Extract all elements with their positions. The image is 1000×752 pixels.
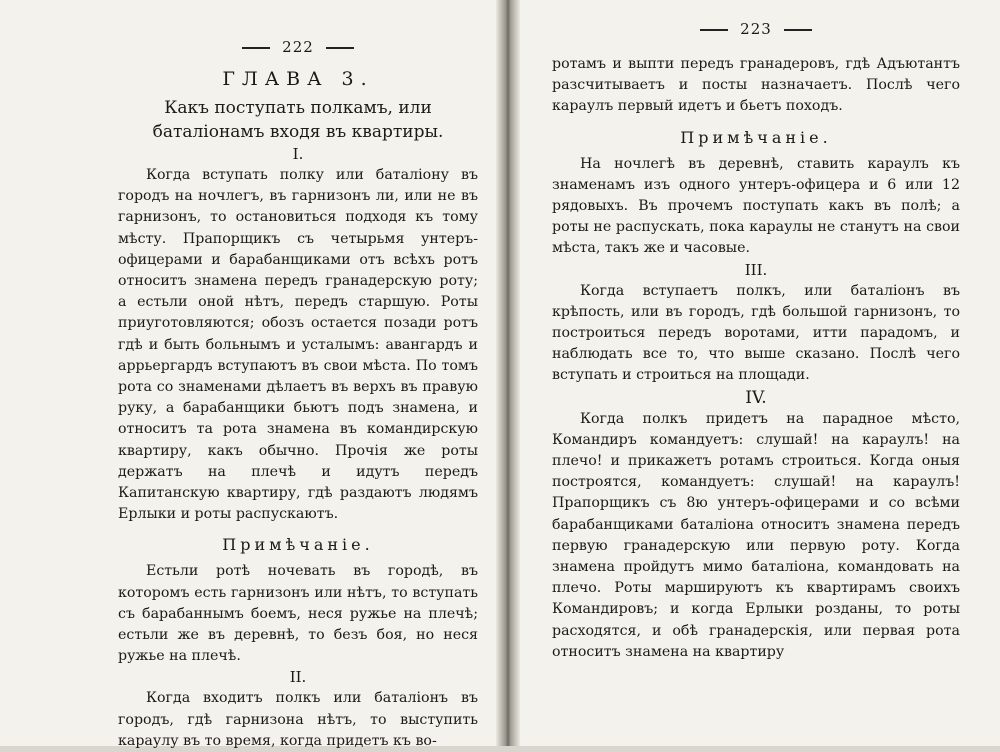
page-number-text: 222 <box>282 38 314 56</box>
book-gutter <box>496 0 520 746</box>
rule-left <box>700 29 728 31</box>
page-number-text: 223 <box>740 20 772 38</box>
section-2-text: Когда входитъ полкъ или баталіонъ въ городъ, гдѣ гарнизона нѣтъ, то выступить караулу въ то время, когда придетъ къ во- <box>118 690 478 749</box>
chapter-heading: ГЛАВА 3. <box>222 68 374 90</box>
page-number-left <box>118 38 478 60</box>
section-4-number: IV. <box>745 387 767 408</box>
right-page <box>520 0 1000 746</box>
note-heading-left: Примѣчаніе. <box>222 535 374 555</box>
section-3-text: Когда вступаетъ полкъ, или баталіонъ въ крѣпость, или въ городъ, гдѣ большой гарнизонъ, то построиться передъ воротами, итти парадомъ, и наблюдать все то, что выше сказано. Послѣ чего вступать и строиться на площади. <box>552 282 960 384</box>
note-heading-right: Примѣчаніе. <box>680 127 832 147</box>
note-text-left: Естьли ротѣ ночевать въ городѣ, въ которомъ есть гарнизонъ или нѣтъ, то вступать съ барабаннымъ боемъ, неся ружье на плечѣ; естьли же въ деревнѣ, то безъ боя, но неся ружье на плечѣ. <box>118 563 478 665</box>
section-2-number: II. <box>289 668 307 687</box>
section-1-text: Когда вступать полку или баталіону въ городъ на ночлегъ, въ гарнизонъ ли, или не въ гарнизонъ, то остановиться подходя къ тому мѣсту. Прапорщикъ съ четырьмя унтеръ-офицерами и барабанщиками отъ всѣхъ ротъ относитъ знамена передъ гранадерскую роту; а естьли оной нѣтъ, передъ старшую. Роты приуготовляются; обозъ остается позади ротъ гдѣ и быть больнымъ и усталымъ: авангардъ и аррьергардъ вступаютъ въ свои мѣста. По томъ рота со знаменами дѣлаетъ въ верхъ въ правую руку, а барабанщики бьютъ подъ знамена, и относитъ та рота знамена въ командирскую квартиру, какъ обычно. Прочія же роты держатъ на плечѣ и идутъ передъ Капитанскую квартиру, гдѣ раздаютъ людямъ Ерлыки и роты распускаютъ. <box>118 167 478 523</box>
section-4-text: Когда полкъ придетъ на парадное мѣсто, Командиръ командуетъ: слушай! на караулъ! на плечо! и прикажетъ ротамъ строиться. Когда оныя построятся, командуетъ: слушай! на караулъ! Прапорщикъ съ 8ю унтеръ-офицерами и со всѣми барабанщиками баталіона относитъ знамена передъ первую гранадерскую или первую роту. Когда знамена пройдутъ мимо баталіона, командовать на плечо. Роты маршируютъ къ квартирамъ своихъ Командировъ; и когда Ерлыки розданы, то роты расходятся, и обѣ гранадерскія, или первая рота относитъ знамена на квартиру <box>552 410 960 660</box>
page-number-right <box>552 20 960 42</box>
note-text-right: На ночлегѣ въ деревнѣ, ставить караулъ къ знаменамъ изъ одного унтеръ-офицера и 6 или 12 рядовыхъ. Въ прочемъ поступать какъ въ полѣ; а роты не распускать, пока караулы не станутъ на свои мѣста, такъ же и часовые. <box>552 155 960 257</box>
continuation-text: ротамъ и выпти передъ гранадеровъ, гдѣ Адъютантъ разсчитываетъ и посты назначаетъ. Послѣ чего караулъ первый идетъ и бьетъ походъ. <box>552 56 960 115</box>
left-page <box>0 0 496 749</box>
chapter-title: Какъ поступать полкамъ, или баталіонамъ входя въ квартиры. <box>152 98 444 142</box>
rule-right <box>326 47 354 49</box>
rule-right <box>784 29 812 31</box>
section-1-number: I. <box>292 145 304 163</box>
rule-left <box>242 47 270 49</box>
section-3-number: III. <box>744 260 768 279</box>
